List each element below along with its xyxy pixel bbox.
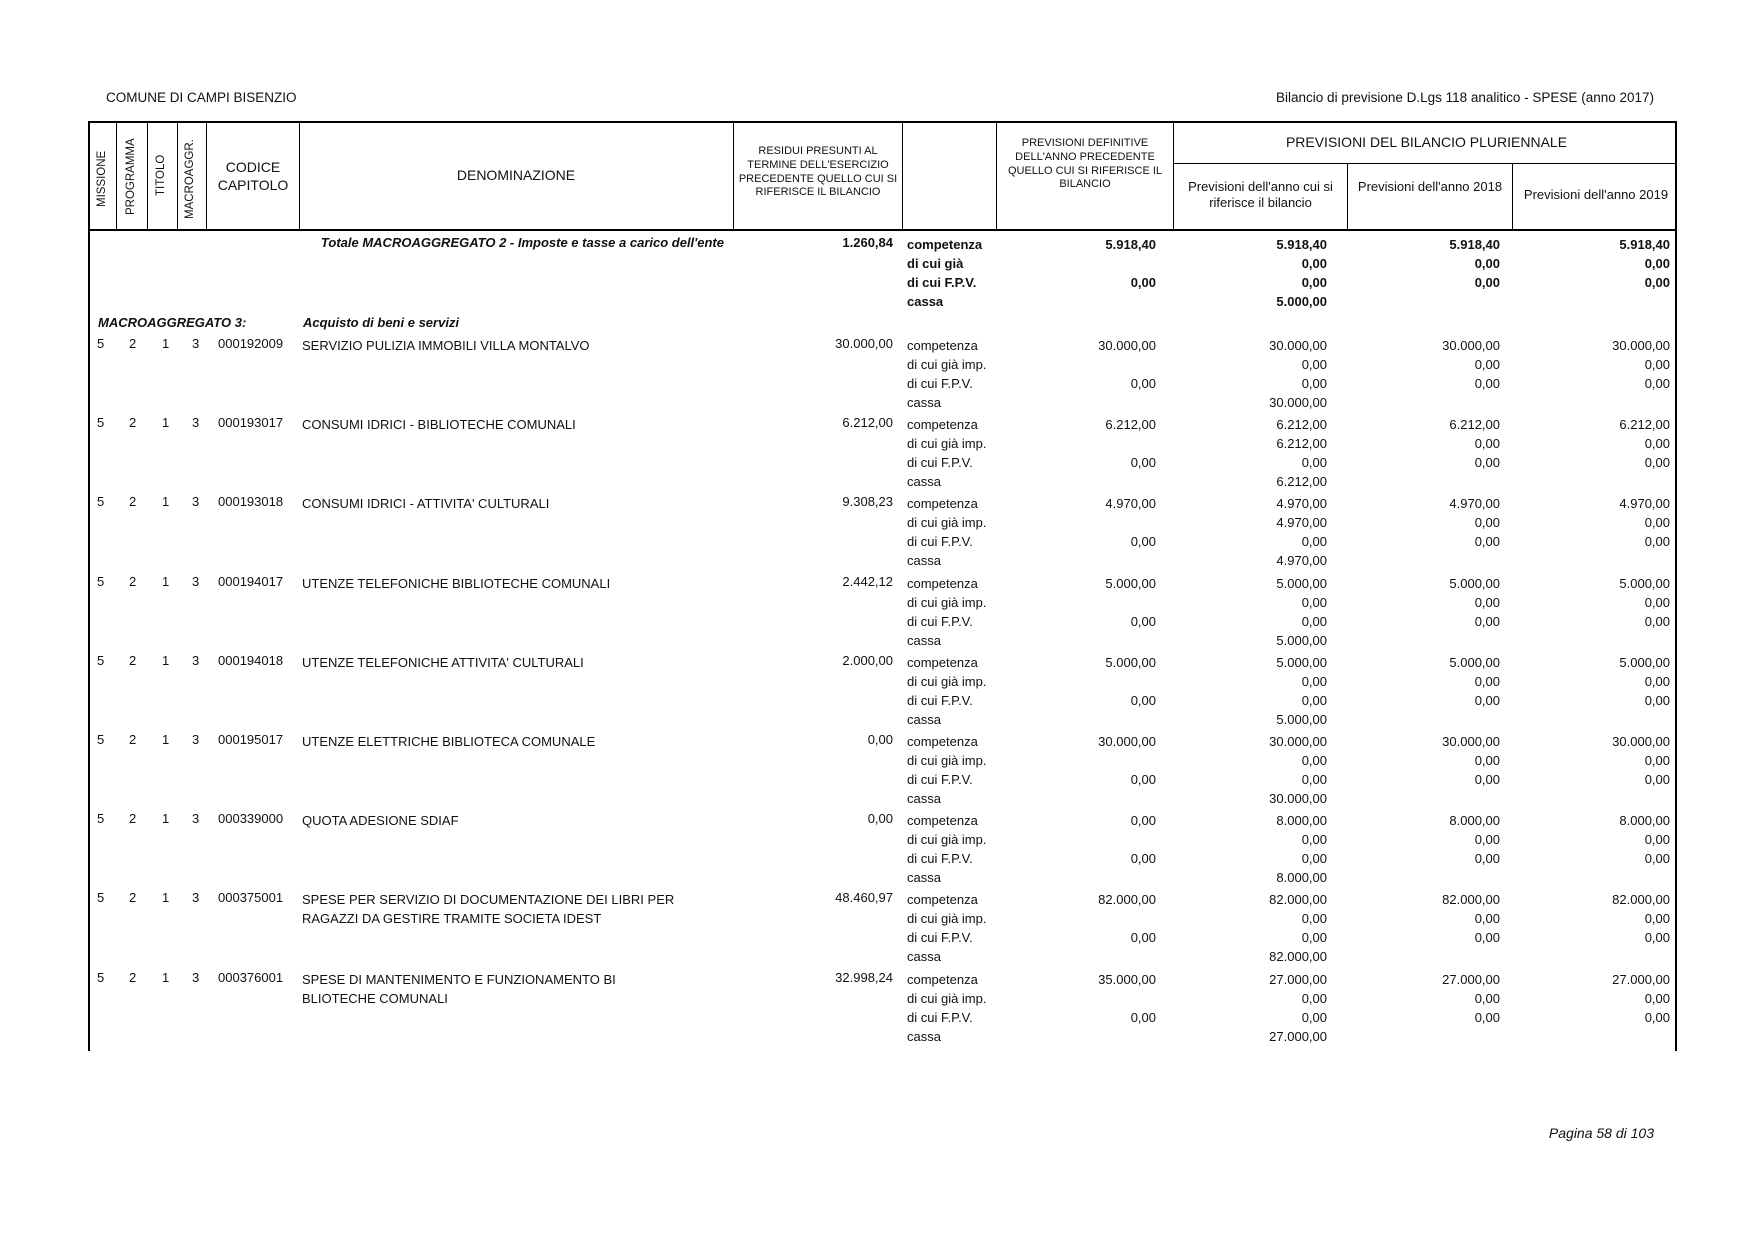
totale-anno-2019: 5.918,40 0,00 0,00 [1619, 237, 1670, 290]
anno-2019-cell: 5.000,00 0,00 0,00 [1619, 576, 1670, 629]
table-header [88, 121, 1677, 231]
programma-cell: 2 [129, 336, 137, 351]
totale-anno-cui: 5.918,40 0,00 0,00 5.000,00 [1276, 237, 1327, 309]
programma-cell: 2 [129, 970, 137, 985]
anno-cui-cell: 6.212,00 6.212,00 0,00 6.212,00 [1276, 417, 1327, 489]
prev-def-cell: 6.212,00 0,00 [1105, 417, 1156, 470]
document-title: Bilancio di previsione D.Lgs 118 analitico - SPESE (anno 2017) [1276, 90, 1654, 105]
col-pluriennale: PREVISIONI DEL BILANCIO PLURIENNALE [1285, 134, 1568, 150]
type-labels: competenza di cui già imp. di cui F.P.V. cassa [907, 496, 987, 568]
col-previsioni-def: PREVISIONI DEFINITIVE DELL'ANNO PRECEDENTE QUELLO CUI SI RIFERISCE IL BILANCIO [1007, 137, 1163, 191]
col-macroaggr: MACROAGGR. [184, 139, 196, 219]
missione-cell: 5 [97, 732, 105, 747]
macroaggr-cell: 3 [192, 732, 200, 747]
macroaggr-cell: 3 [192, 890, 200, 905]
denominazione-cell: UTENZE TELEFONICHE ATTIVITA' CULTURALI [302, 655, 584, 670]
prev-def-cell: 30.000,00 0,00 [1098, 734, 1156, 787]
titolo-cell: 1 [162, 574, 170, 589]
col-denominazione: DENOMINAZIONE [456, 167, 576, 183]
anno-cui-cell: 4.970,00 4.970,00 0,00 4.970,00 [1276, 496, 1327, 568]
table-left-border [88, 231, 90, 1051]
codice-cell: 000339000 [218, 811, 284, 826]
programma-cell: 2 [129, 732, 137, 747]
macro-label: MACROAGGREGATO 3: [98, 315, 247, 330]
anno-2018-cell: 27.000,00 0,00 0,00 [1442, 972, 1500, 1025]
anno-cui-cell: 5.000,00 0,00 0,00 5.000,00 [1276, 576, 1327, 648]
anno-cui-cell: 82.000,00 0,00 0,00 82.000,00 [1269, 892, 1327, 964]
residui-cell: 32.998,24 [835, 970, 893, 985]
missione-cell: 5 [97, 653, 105, 668]
prev-def-cell: 5.000,00 0,00 [1105, 655, 1156, 708]
prev-def-cell: 82.000,00 0,00 [1098, 892, 1156, 945]
codice-cell: 000194017 [218, 574, 284, 589]
residui-cell: 9.308,23 [842, 494, 893, 509]
missione-cell: 5 [97, 336, 105, 351]
denominazione-cell: SPESE PER SERVIZIO DI DOCUMENTAZIONE DEI LIBRI PER RAGAZZI DA GESTIRE TRAMITE SOCIETA IDEST [302, 892, 675, 926]
type-labels: competenza di cui già imp. di cui F.P.V. cassa [907, 338, 987, 410]
anno-2018-cell: 8.000,00 0,00 0,00 [1449, 813, 1500, 866]
anno-2018-cell: 82.000,00 0,00 0,00 [1442, 892, 1500, 945]
residui-cell: 0,00 [867, 732, 893, 747]
anno-2019-cell: 30.000,00 0,00 0,00 [1612, 338, 1670, 391]
prev-def-cell: 0,00 0,00 [1130, 813, 1156, 866]
totale-residui: 1.260,84 [842, 235, 893, 250]
codice-cell: 000376001 [218, 970, 284, 985]
totale-label: Totale MACROAGGREGATO 2 - Imposte e tasse a carico dell'ente [320, 235, 724, 250]
denominazione-cell: UTENZE TELEFONICHE BIBLIOTECHE COMUNALI [302, 576, 611, 591]
type-labels: competenza di cui già imp. di cui F.P.V. cassa [907, 734, 987, 806]
residui-cell: 2.442,12 [842, 574, 893, 589]
anno-2019-cell: 5.000,00 0,00 0,00 [1619, 655, 1670, 708]
anno-2018-cell: 5.000,00 0,00 0,00 [1449, 655, 1500, 708]
denominazione-cell: UTENZE ELETTRICHE BIBLIOTECA COMUNALE [302, 734, 596, 749]
anno-2019-cell: 30.000,00 0,00 0,00 [1612, 734, 1670, 787]
prev-def-cell: 35.000,00 0,00 [1098, 972, 1156, 1025]
anno-2018-cell: 6.212,00 0,00 0,00 [1449, 417, 1500, 470]
residui-cell: 30.000,00 [835, 336, 893, 351]
anno-2019-cell: 82.000,00 0,00 0,00 [1612, 892, 1670, 945]
denominazione-cell: SPESE DI MANTENIMENTO E FUNZIONAMENTO BI BLIOTECHE COMUNALI [302, 972, 616, 1006]
titolo-cell: 1 [162, 811, 170, 826]
denominazione-cell: QUOTA ADESIONE SDIAF [302, 813, 459, 828]
macroaggr-cell: 3 [192, 811, 200, 826]
col-anno-2019: Previsioni dell'anno 2019 [1523, 187, 1669, 202]
anno-cui-cell: 30.000,00 0,00 0,00 30.000,00 [1269, 338, 1327, 410]
anno-2018-cell: 30.000,00 0,00 0,00 [1442, 338, 1500, 391]
programma-cell: 2 [129, 653, 137, 668]
anno-cui-cell: 5.000,00 0,00 0,00 5.000,00 [1276, 655, 1327, 727]
codice-cell: 000193017 [218, 415, 284, 430]
macroaggr-cell: 3 [192, 574, 200, 589]
col-codice: CODICE CAPITOLO [217, 159, 289, 193]
col-anno-2018: Previsioni dell'anno 2018 [1357, 179, 1503, 194]
macro-desc: Acquisto di beni e servizi [303, 315, 460, 330]
table-right-border [1675, 231, 1677, 1051]
denominazione-cell: CONSUMI IDRICI - ATTIVITA' CULTURALI [302, 496, 550, 511]
titolo-cell: 1 [162, 890, 170, 905]
type-labels: competenza di cui già imp. di cui F.P.V. cassa [907, 813, 987, 885]
macroaggr-cell: 3 [192, 415, 200, 430]
anno-cui-cell: 27.000,00 0,00 0,00 27.000,00 [1269, 972, 1327, 1044]
prev-def-cell: 30.000,00 0,00 [1098, 338, 1156, 391]
titolo-cell: 1 [162, 415, 170, 430]
anno-2019-cell: 8.000,00 0,00 0,00 [1619, 813, 1670, 866]
anno-2019-cell: 6.212,00 0,00 0,00 [1619, 417, 1670, 470]
type-labels: competenza di cui già imp. di cui F.P.V. cassa [907, 417, 987, 489]
missione-cell: 5 [97, 890, 105, 905]
denominazione-cell: CONSUMI IDRICI - BIBLIOTECHE COMUNALI [302, 417, 576, 432]
totale-types: competenza di cui già di cui F.P.V. cassa [907, 237, 983, 309]
prev-def-cell: 5.000,00 0,00 [1105, 576, 1156, 629]
col-residui: RESIDUI PRESUNTI AL TERMINE DELL'ESERCIZIO PRECEDENTE QUELLO CUI SI RIFERISCE IL BILANCIO [738, 145, 898, 199]
missione-cell: 5 [97, 415, 105, 430]
type-labels: competenza di cui già imp. di cui F.P.V. cassa [907, 655, 987, 727]
titolo-cell: 1 [162, 653, 170, 668]
macroaggr-cell: 3 [192, 494, 200, 509]
anno-2019-cell: 27.000,00 0,00 0,00 [1612, 972, 1670, 1025]
macroaggr-cell: 3 [192, 653, 200, 668]
programma-cell: 2 [129, 574, 137, 589]
page-number: Pagina 58 di 103 [1548, 1125, 1654, 1141]
titolo-cell: 1 [162, 970, 170, 985]
residui-cell: 6.212,00 [842, 415, 893, 430]
anno-cui-cell: 30.000,00 0,00 0,00 30.000,00 [1269, 734, 1327, 806]
codice-cell: 000194018 [218, 653, 284, 668]
programma-cell: 2 [129, 811, 137, 826]
titolo-cell: 1 [162, 732, 170, 747]
missione-cell: 5 [97, 811, 105, 826]
macroaggr-cell: 3 [192, 336, 200, 351]
missione-cell: 5 [97, 574, 105, 589]
anno-2018-cell: 30.000,00 0,00 0,00 [1442, 734, 1500, 787]
prev-def-cell: 4.970,00 0,00 [1105, 496, 1156, 549]
anno-cui-cell: 8.000,00 0,00 0,00 8.000,00 [1276, 813, 1327, 885]
codice-cell: 000192009 [218, 336, 284, 351]
residui-cell: 0,00 [867, 811, 893, 826]
anno-2018-cell: 5.000,00 0,00 0,00 [1449, 576, 1500, 629]
codice-cell: 000195017 [218, 732, 284, 747]
denominazione-cell: SERVIZIO PULIZIA IMMOBILI VILLA MONTALVO [302, 338, 590, 353]
missione-cell: 5 [97, 970, 105, 985]
totale-anno-2018: 5.918,40 0,00 0,00 [1449, 237, 1500, 290]
macroaggr-cell: 3 [192, 970, 200, 985]
missione-cell: 5 [97, 494, 105, 509]
type-labels: competenza di cui già imp. di cui F.P.V. cassa [907, 972, 987, 1044]
programma-cell: 2 [129, 890, 137, 905]
titolo-cell: 1 [162, 494, 170, 509]
anno-2018-cell: 4.970,00 0,00 0,00 [1449, 496, 1500, 549]
residui-cell: 48.460,97 [835, 890, 893, 905]
codice-cell: 000375001 [218, 890, 284, 905]
col-anno-cui: Previsioni dell'anno cui si riferisce il bilancio [1188, 179, 1333, 211]
type-labels: competenza di cui già imp. di cui F.P.V. cassa [907, 892, 987, 964]
col-programma: PROGRAMMA [125, 138, 137, 215]
programma-cell: 2 [129, 494, 137, 509]
residui-cell: 2.000,00 [842, 653, 893, 668]
programma-cell: 2 [129, 415, 137, 430]
entity-name: COMUNE DI CAMPI BISENZIO [106, 90, 297, 105]
codice-cell: 000193018 [218, 494, 284, 509]
type-labels: competenza di cui già imp. di cui F.P.V. cassa [907, 576, 987, 648]
anno-2019-cell: 4.970,00 0,00 0,00 [1619, 496, 1670, 549]
col-titolo: TITOLO [155, 154, 167, 196]
totale-prev-def: 5.918,40 0,00 [1105, 237, 1156, 290]
col-missione: MISSIONE [96, 150, 108, 207]
titolo-cell: 1 [162, 336, 170, 351]
